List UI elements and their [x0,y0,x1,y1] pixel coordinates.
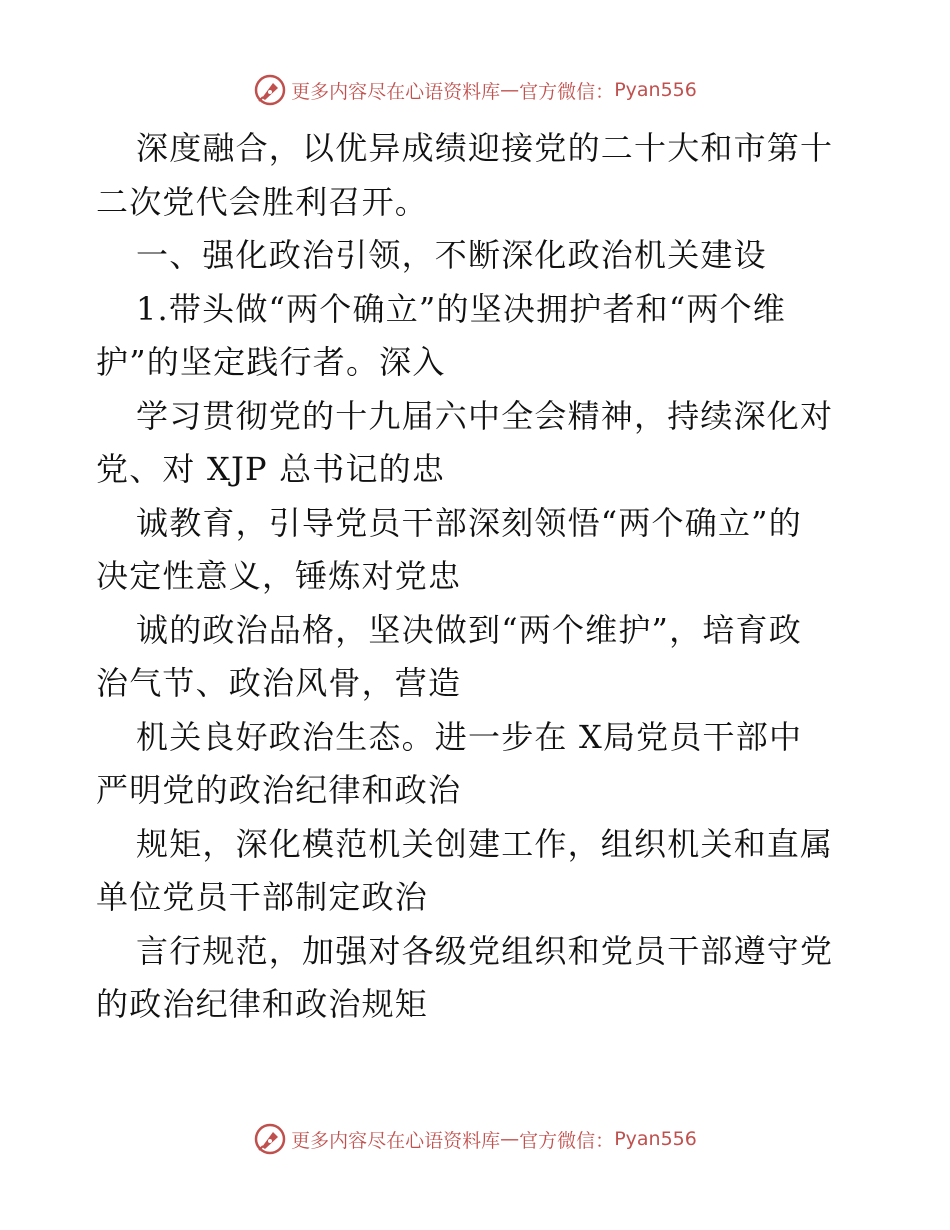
pen-nib-logo-icon [253,1122,287,1156]
body-line: 党、对 XJP 总书记的忠 [96,450,446,488]
body-line: 规矩，深化模范机关创建工作，组织机关和直属 [136,824,834,863]
document-body [96,122,856,1032]
body-line: 诚教育，引导党员干部深刻领悟“两个确立”的 [136,503,802,542]
body-line: 决定性意义，锤炼对党忠 [96,557,462,595]
banner-title: 更多内容尽在心语资料库 [291,80,501,103]
pen-nib-logo-icon [253,73,287,107]
banner-separator: — [500,79,520,101]
banner-wechat-handle: Pyan556 [614,1128,697,1150]
body-line: 言行规范，加强对各级党组织和党员干部遵守党 [136,931,834,970]
body-line: 护”的坚定践行者。深入 [96,343,446,381]
body-line: 治气节、政治风骨，营造 [96,664,462,702]
banner-wechat-label: 官方微信： [519,1129,615,1152]
header-banner [0,72,950,108]
section-heading: 一、强化政治引领，不断深化政治机关建设 [136,236,767,274]
body-line: 学习贯彻党的十九届六中全会精神，持续深化对 [136,396,834,435]
banner-wechat-handle: Pyan556 [614,79,697,101]
body-line: 严明党的政治纪律和政治 [96,771,462,809]
body-line: 1.带头做“两个确立”的坚决拥护者和“两个维 [136,289,787,328]
banner-wechat-label: 官方微信： [519,80,615,103]
body-line: 的政治纪律和政治规矩 [96,985,429,1023]
body-line: 机关良好政治生态。进一步在 X局党员干部中 [136,717,803,756]
body-line: 诚的政治品格，坚决做到“两个维护”，培育政 [136,610,802,649]
body-line: 二次党代会胜利召开。 [96,182,429,221]
footer-banner [0,1121,950,1157]
banner-separator: — [500,1128,520,1150]
body-line: 单位党员干部制定政治 [96,878,429,916]
banner-title: 更多内容尽在心语资料库 [291,1129,501,1152]
body-line: 深度融合，以优异成绩迎接党的二十大和市第十 [136,129,834,167]
